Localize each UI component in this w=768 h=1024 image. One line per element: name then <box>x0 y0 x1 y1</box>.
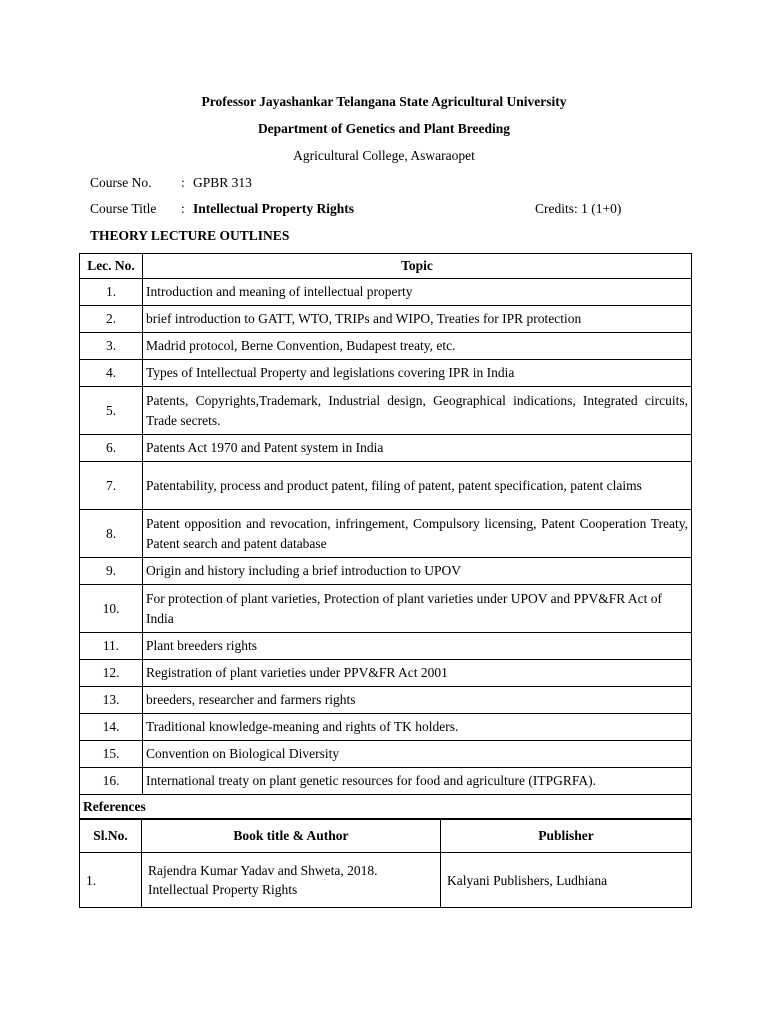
credits: Credits: 1 (1+0) <box>535 201 622 216</box>
lec-no: 7. <box>80 462 143 510</box>
lec-topic: Registration of plant varieties under PPV&FR Act 2001 <box>143 660 692 687</box>
table-row <box>80 435 692 462</box>
lec-no: 2. <box>80 306 143 333</box>
table-header-row <box>80 254 692 279</box>
lec-no: 16. <box>80 768 143 795</box>
lec-topic: Origin and history including a brief introduction to UPOV <box>143 558 692 585</box>
table-row <box>80 585 692 633</box>
table-row <box>80 660 692 687</box>
lec-no: 8. <box>80 510 143 558</box>
table-row <box>80 387 692 435</box>
lec-topic: Convention on Biological Diversity <box>143 741 692 768</box>
lec-topic: For protection of plant varieties, Protection of plant varieties under UPOV and PPV&FR Act of India <box>143 585 692 633</box>
header-publisher: Publisher <box>441 819 692 853</box>
table-row <box>80 741 692 768</box>
book-title-author <box>142 853 441 908</box>
table-row <box>80 306 692 333</box>
header-sl-no: Sl.No. <box>80 819 142 853</box>
lec-topic: International treaty on plant genetic resources for food and agriculture (ITPGRFA). <box>143 768 692 795</box>
book-sl-no: 1. <box>80 853 142 908</box>
lec-topic: Introduction and meaning of intellectual property <box>143 279 692 306</box>
lec-topic: Madrid protocol, Berne Convention, Budapest treaty, etc. <box>143 333 692 360</box>
book-publisher: Kalyani Publishers, Ludhiana <box>441 853 692 908</box>
header-topic: Topic <box>143 254 692 279</box>
course-title-separator: : <box>181 201 185 216</box>
university-name: Professor Jayashankar Telangana State Agricultural University <box>201 94 567 109</box>
section-heading: THEORY LECTURE OUTLINES <box>90 228 290 243</box>
lec-no: 13. <box>80 687 143 714</box>
course-title-label: Course Title <box>90 201 157 216</box>
book-title-line: Intellectual Property Rights <box>148 882 298 897</box>
table-row <box>80 714 692 741</box>
lec-no: 15. <box>80 741 143 768</box>
lec-topic: Patentability, process and product patent, filing of patent, patent specification, patent claims <box>143 462 692 510</box>
lec-no: 12. <box>80 660 143 687</box>
lec-topic: Patents, Copyrights,Trademark, Industrial design, Geographical indications, Integrated circuits, Trade secrets. <box>143 387 692 435</box>
lec-no: 1. <box>80 279 143 306</box>
lec-no: 5. <box>80 387 143 435</box>
course-no-label: Course No. <box>90 175 152 190</box>
header-lec-no: Lec. No. <box>80 254 143 279</box>
lec-topic: Traditional knowledge-meaning and rights of TK holders. <box>143 714 692 741</box>
college-name: Agricultural College, Aswaraopet <box>293 148 475 163</box>
department-name: Department of Genetics and Plant Breeding <box>257 121 511 136</box>
lec-topic: Patents Act 1970 and Patent system in India <box>143 435 692 462</box>
lec-topic: breeders, researcher and farmers rights <box>143 687 692 714</box>
lec-topic: Types of Intellectual Property and legislations covering IPR in India <box>143 360 692 387</box>
table-row <box>80 853 692 908</box>
reference-books-table <box>79 818 692 908</box>
lec-no: 3. <box>80 333 143 360</box>
lec-no: 6. <box>80 435 143 462</box>
lec-topic: Plant breeders rights <box>143 633 692 660</box>
lec-no: 14. <box>80 714 143 741</box>
table-row <box>80 768 692 795</box>
table-row <box>80 360 692 387</box>
lec-no: 4. <box>80 360 143 387</box>
table-row <box>80 558 692 585</box>
course-no-separator: : <box>181 175 185 190</box>
lec-no: 9. <box>80 558 143 585</box>
book-author-line: Rajendra Kumar Yadav and Shweta, 2018. <box>148 863 378 878</box>
lec-no: 11. <box>80 633 143 660</box>
table-header-row <box>80 819 692 853</box>
header-book-title-author: Book title & Author <box>142 819 441 853</box>
table-row <box>80 279 692 306</box>
lecture-outline-table <box>79 253 692 820</box>
table-row <box>80 462 692 510</box>
table-row <box>80 633 692 660</box>
lec-no: 10. <box>80 585 143 633</box>
table-row <box>80 687 692 714</box>
references-row <box>80 795 692 820</box>
course-no-value: GPBR 313 <box>193 175 252 190</box>
course-title-value: Intellectual Property Rights <box>193 201 354 216</box>
table-row <box>80 333 692 360</box>
lec-topic: Patent opposition and revocation, infringement, Compulsory licensing, Patent Cooperation Treaty, Patent search and patent database <box>143 510 692 558</box>
references-label: References <box>80 795 692 820</box>
lec-topic: brief introduction to GATT, WTO, TRIPs and WIPO, Treaties for IPR protection <box>143 306 692 333</box>
table-row <box>80 510 692 558</box>
